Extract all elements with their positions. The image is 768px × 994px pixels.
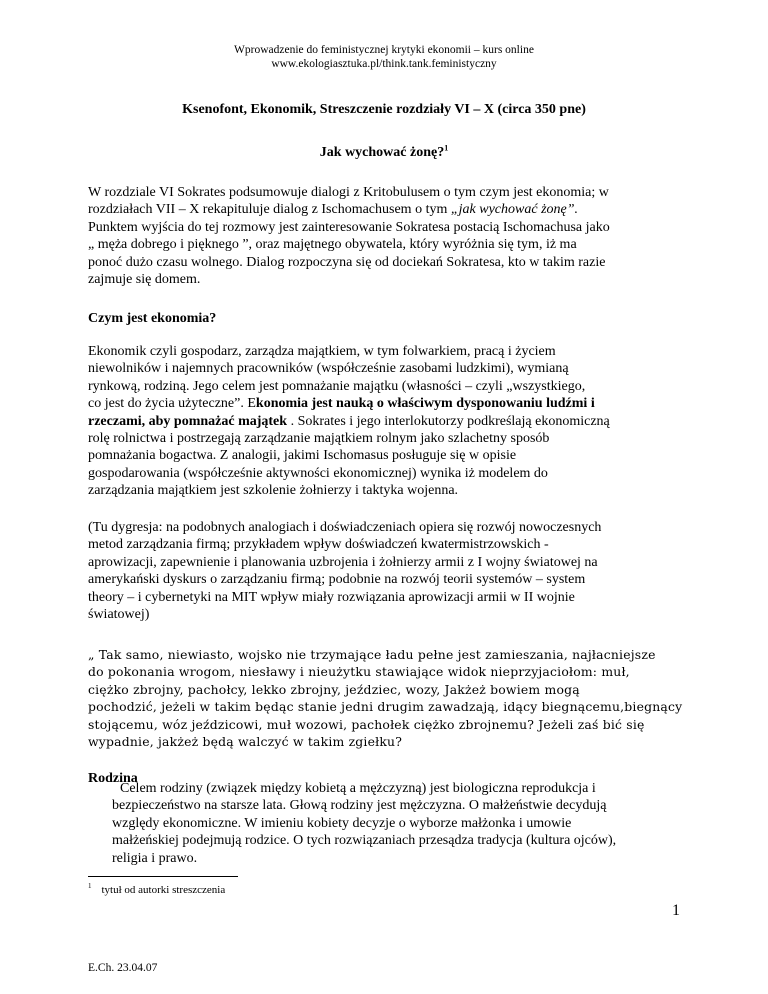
text-line: pochodzić, jeżeli w takim będąc stanie jedni drugim zawadzają, idący biegnącemu,biegnący (88, 699, 683, 715)
text-line: aprowizacji, zapewnienie i planowania uzbrojenia i żołnierzy armii z I wojny światowej na (88, 554, 598, 570)
text-line: W rozdziale VI Sokrates podsumowuje dialogi z Kritobulusem o tym czym jest ekonomia; w (88, 185, 609, 200)
text-line: do pokonania wrogom, niesławy i nieużytku stawiające widok nieprzyjaciołom: muł, (88, 664, 630, 680)
text-line: gospodarowania (współcześnie aktywności ekonomicznej) wynika iż modelem do (88, 465, 548, 481)
footnote-reference: 1 (444, 143, 449, 153)
text-span: co jest do życia użyteczne”. E (88, 396, 256, 412)
text-span: . Sokrates i jego interlokutorzy podkreślają ekonomiczną (287, 413, 610, 429)
bold-text: konomia jest nauką o właściwym dysponowaniu ludźmi i (255, 396, 595, 412)
text-line: „ Tak samo, niewiasto, wojsko nie trzymające ładu pełne jest zamieszania, najłacniejsze (88, 647, 656, 662)
text-line: wypadnie, jakżeż będą walczyć w takim zgiełku? (88, 733, 403, 749)
text-line: „ męża dobrego i pięknego ”, oraz majętnego obywatela, który wyróżnia się tym, iż ma (88, 237, 577, 253)
text-line: zajmuje się domem. (88, 271, 201, 287)
text-line: religia i prawo. (112, 850, 198, 866)
text-line: zarządzania majątkiem jest szkolenie żołnierzy i taktyka wojenna. (88, 483, 459, 499)
footnote (88, 884, 225, 897)
text-line: ponoć dużo czasu wolnego. Dialog rozpoczyna się od dociekań Sokratesa, kto w takim razie (88, 254, 606, 270)
text-line (88, 201, 688, 218)
footnote-divider (88, 876, 238, 877)
text-line: małżeńskiej podejmują rodzice. O tych rozwiązaniach przesądza tradycja (kultura ojców), (112, 833, 617, 849)
bold-text: rzeczami, aby pomnażać majątek (88, 413, 288, 429)
text-span: rozdziałach VII – X rekapituluje dialog z Ischomachusem o tym (88, 202, 451, 218)
section-heading-economy: Czym jest ekonomia? (88, 311, 217, 326)
text-line: bezpieczeństwo na starsze lata. Głową rodziny jest mężczyzna. O małżeństwie decydują (112, 798, 607, 814)
text-line: Ekonomik czyli gospodarz, zarządza majątkiem, w tym folwarkiem, pracą i życiem (88, 344, 556, 359)
text-line: ciężko zbrojny, pachołcy, lekko zbrojny, jeździec, wozy, Jakżeż bowiem mogą (88, 681, 580, 697)
digression-paragraph (88, 519, 688, 623)
page-number: 1 (672, 902, 680, 919)
text-line: theory – i cybernetyki na MIT wpływ miały rozwiązania aprowizacji armii w II wojnie (88, 589, 575, 605)
family-paragraph (112, 780, 688, 867)
document-subtitle (0, 144, 768, 161)
text-line: (Tu dygresja: na podobnych analogiach i doświadczeniach opiera się rozwój nowoczesnych (88, 520, 602, 535)
economy-paragraph (88, 343, 688, 500)
text-line (88, 395, 688, 412)
header-url: www.ekologiasztuka.pl/think.tank.feministyczny (271, 58, 497, 70)
text-line (88, 413, 688, 430)
text-line: Punktem wyjścia do tej rozmowy jest zainteresowanie Sokratesa postacią Ischomachusa jako (88, 219, 610, 235)
footer-date: E.Ch. 23.04.07 (88, 962, 158, 974)
text-line: względy ekonomiczne. W imieniu kobiety decyzje o wyborze małżonka i umowie (112, 815, 572, 831)
text-line: pomnażania bogactwa. Z analogii, jakimi Ischomasus posługuje się w opisie (88, 448, 517, 464)
text-line: niewolników i najemnych pracowników (współcześnie zasobami ludzkimi), wymianą (88, 361, 569, 377)
text-line: metod zarządzania firmą; przykładem wpływ doświadczeń kwatermistrzowskich - (88, 537, 549, 553)
quote-paragraph (88, 646, 688, 750)
text-line: amerykański dyskurs o zarządzaniu firmą; podobnie na rozwój teorii systemów – system (88, 572, 586, 588)
text-line: Celem rodziny (związek między kobietą a mężczyzną) jest biologiczna reprodukcja i (120, 781, 596, 796)
header-course-title: Wprowadzenie do feministycznej krytyki ekonomii – kurs online (234, 44, 534, 56)
subtitle-text: Jak wychować żonę? (319, 145, 445, 160)
document-title: Ksenofont, Ekonomik, Streszczenie rozdziały VI – X (circa 350 pne) (182, 102, 586, 117)
text-line: światowej) (88, 606, 150, 622)
footnote-text: tytuł od autorki streszczenia (101, 884, 226, 896)
intro-paragraph (88, 184, 688, 288)
text-line: stojącemu, wóz jeździcowi, muł wozowi, pachołek ciężko zbrojnemu? Jeżeli zaś bić się (88, 716, 645, 732)
section-heading-family: Rodzina (88, 771, 138, 786)
text-line: rolę rolnictwa i postrzegają zarządzanie majątkiem rolnym jako szlachetny sposób (88, 430, 550, 446)
footnote-number: 1 (88, 882, 92, 891)
italic-text: „jak wychować żonę”. (450, 202, 579, 218)
text-line: rynkową, rodziną. Jego celem jest pomnażanie majątku (własności – czyli „wszystkiego, (88, 378, 586, 394)
